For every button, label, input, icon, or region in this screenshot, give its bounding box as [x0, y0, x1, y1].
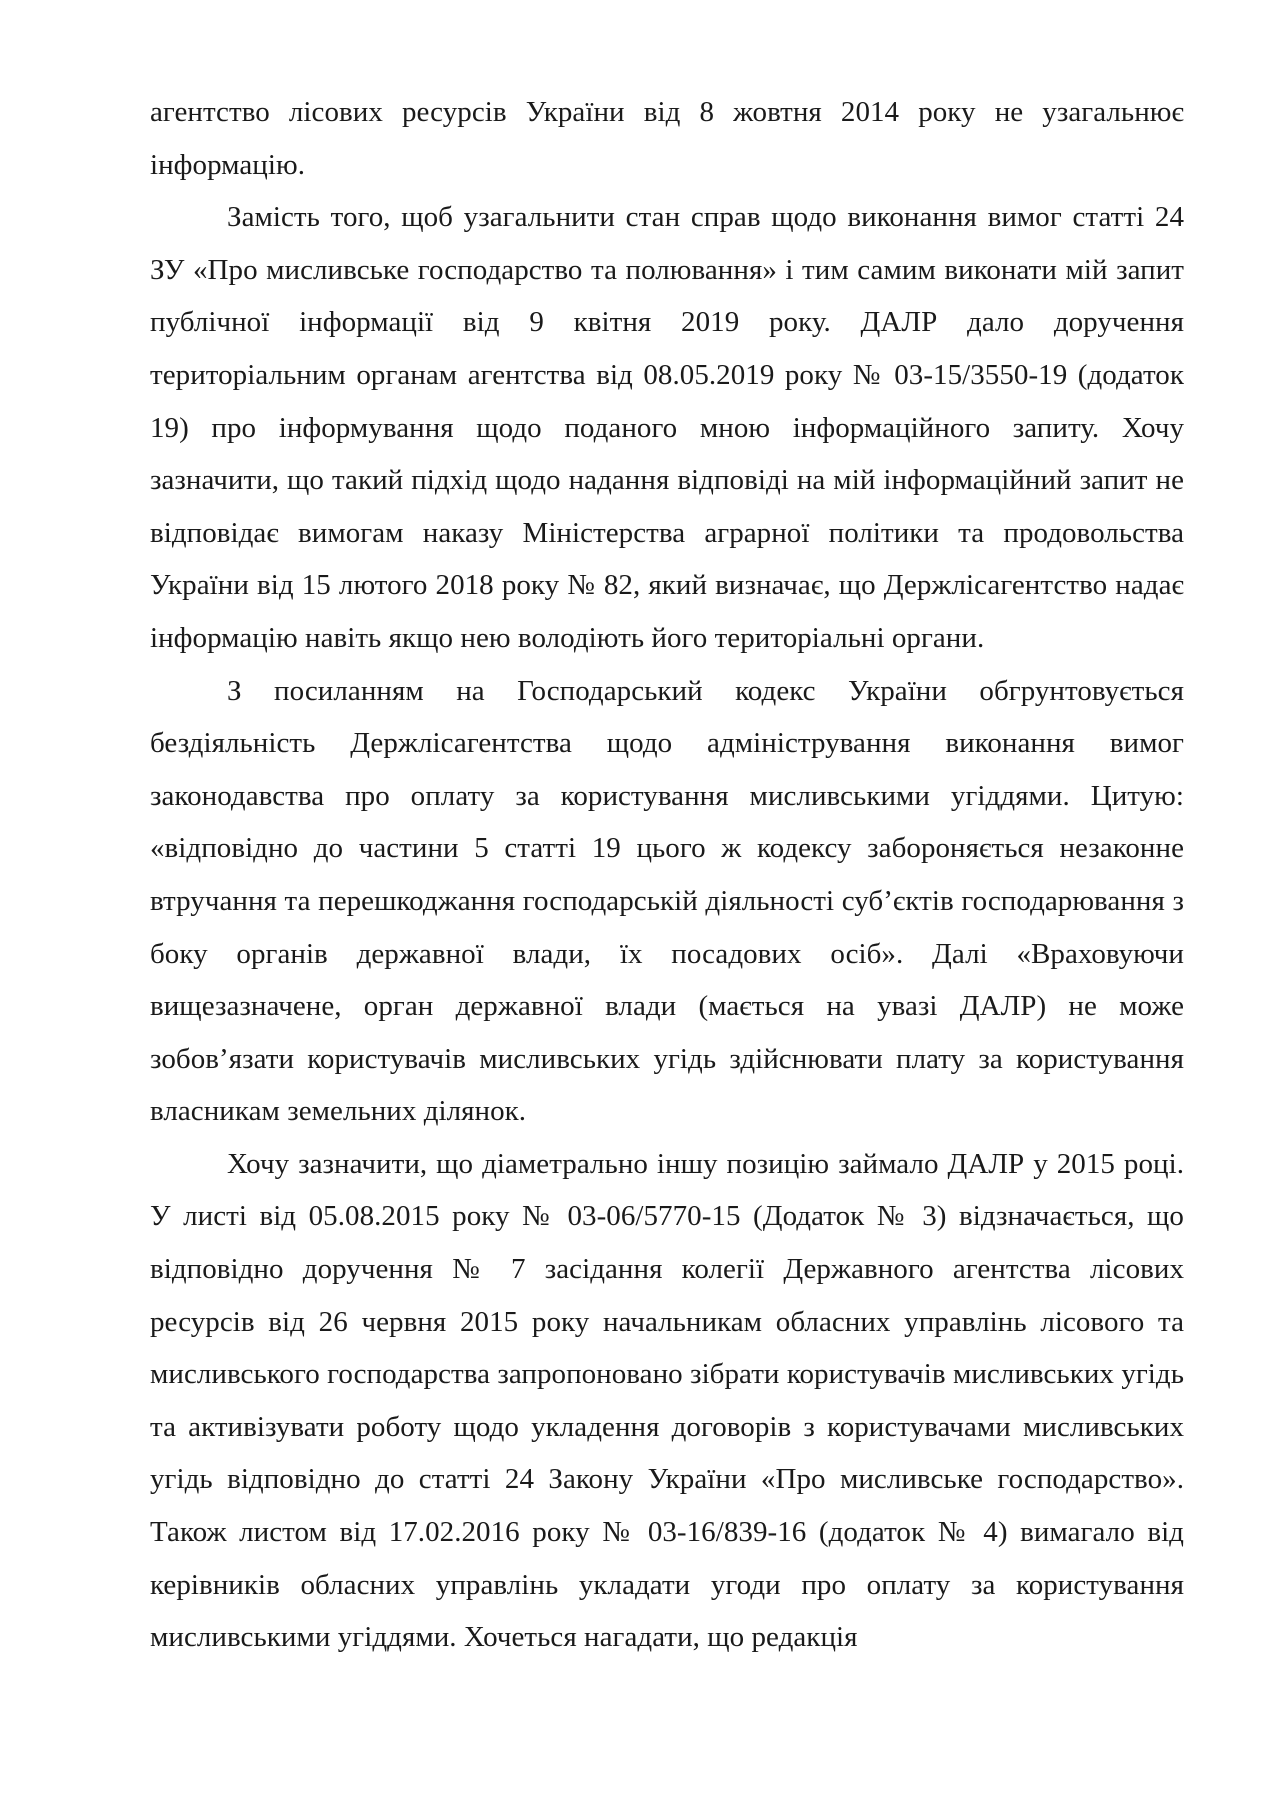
- paragraph-2: Замість того, щоб узагальнити стан справ щодо виконання вимог статті 24 ЗУ «Про мисливське господарство та полювання» і тим самим виконати мій запит публічної інформації від 9 квітня 2019 року. ДАЛР дало доручення територіальним органам агентства від 08.05.2019 року № 03-15/3550-19 (додаток 19) про інформування щодо поданого мною інформаційного запиту. Хочу зазначити, що такий підхід щодо надання відповіді на мій інформаційний запит не відповідає вимогам наказу Міністерства аграрної політики та продовольства України від 15 лютого 2018 року № 82, який визначає, що Держлісагентство надає інформацію навіть якщо нею володіють його територіальні органи.: [150, 201, 1184, 654]
- paragraph-1: агентство лісових ресурсів України від 8 жовтня 2014 року не узагальнює інформацію.: [150, 96, 1184, 181]
- paragraph-3: З посиланням на Господарський кодекс України обгрунтовується бездіяльність Держлісагентства щодо адміністрування виконання вимог законодавства про оплату за користування мисливськими угіддями. Цитую: «відповідно до частини 5 статті 19 цього ж кодексу забороняється незаконне втручання та перешкоджання господарській діяльності суб’єктів господарювання з боку органів державної влади, їх посадових осіб». Далі «Враховуючи вищезазначене, орган державної влади (мається на увазі ДАЛР) не може зобов’язати користувачів мисливських угідь здійснювати плату за користування власникам земельних ділянок.: [150, 674, 1184, 1128]
- paragraph-4: Хочу зазначити, що діаметрально іншу позицію займало ДАЛР у 2015 році. У листі від 05.08.2015 року № 03-06/5770-15 (Додаток № 3) відзначається, що відповідно доручення № 7 засідання колегії Державного агентства лісових ресурсів від 26 червня 2015 року начальникам обласних управлінь лісового та мисливського господарства запропоновано зібрати користувачів мисливських угідь та активізувати роботу щодо укладення договорів з користувачами мисливських угідь відповідно до статті 24 Закону України «Про мисливське господарство». Також листом від 17.02.2016 року № 03-16/839-16 (додаток № 4) вимагало від керівників обласних управлінь укладати угоди про оплату за користування мисливськими угіддями. Хочеться нагадати, що редакція: [150, 1147, 1184, 1654]
- document-body: [150, 86, 1184, 1664]
